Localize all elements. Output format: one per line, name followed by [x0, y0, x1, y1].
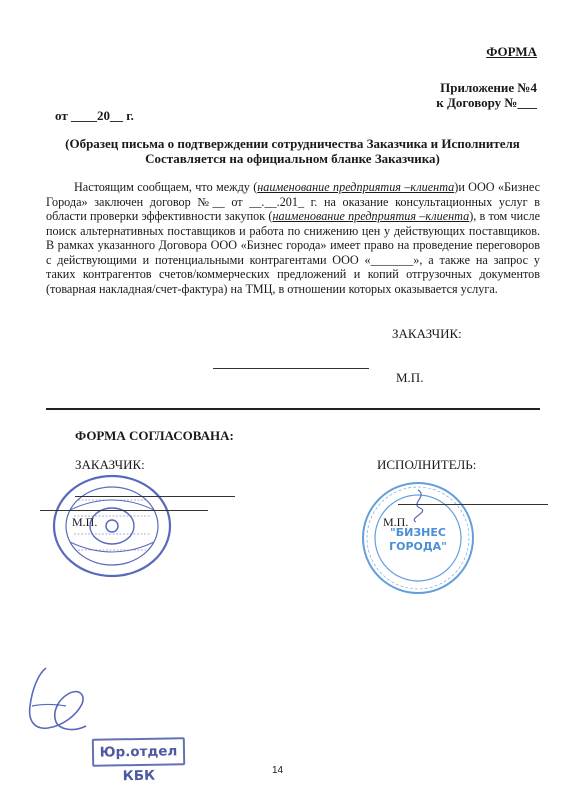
page-number: 14	[272, 765, 284, 776]
contract-reference: к Договору №___	[436, 95, 537, 110]
customer-signature-label: ЗАКАЗЧИК:	[392, 326, 462, 341]
client-name-placeholder: наименование предприятия –клиента	[272, 209, 470, 223]
body-segment-3: ), в том числе поиск альтернативных поставщиков и работа по снижению цен у действующих поставщиков. В рамках указанного Договора ООО «Бизнес города» имеет право на проведение переговоров с действующими и потенциальными контрагентами ООО «_______», а также на запрос у таких контрагентов счетов/коммерческих предложений и копий отгрузочных документов (товарная накладная/счет-фактура) на ТМЦ, в отношении которых оказывается услуга.	[46, 209, 541, 296]
body-segment-1: Настоящим сообщаем, что между (	[74, 180, 258, 194]
legal-department-stamp: Юр.отдел КБК	[92, 737, 185, 767]
agreement-customer-label: ЗАКАЗЧИК:	[75, 457, 145, 472]
letter-body	[46, 180, 540, 296]
title-line-2: Составляется на официальном бланке Заказчика)	[145, 151, 440, 166]
executor-stamp-text-1: "БИЗНЕС	[390, 526, 446, 539]
executor-stamp-text-2: ГОРОДА"	[389, 540, 447, 553]
appendix-number: Приложение №4	[440, 80, 537, 95]
seal-place-label: М.П.	[396, 370, 424, 385]
handwritten-signature	[18, 660, 98, 740]
signature-line	[40, 510, 208, 511]
seal-place-label: М.П.	[72, 515, 98, 529]
title-line-1: (Образец письма о подтверждении сотрудничества Заказчика и Исполнителя	[65, 136, 520, 151]
appendix-block	[436, 80, 537, 110]
client-name-placeholder: наименование предприятия –клиента	[257, 180, 455, 194]
form-label: ФОРМА	[486, 44, 537, 59]
seal-place-label: М.П.	[383, 515, 409, 529]
section-divider	[46, 408, 540, 410]
body-segment-2: )и ООО «Бизнес Города» заключен договор №__ от __.__.201_ г. на оказание консультационных услуг в области проверки эффективности закупок (	[46, 180, 540, 223]
date-line: от ____20__ г.	[55, 108, 134, 123]
agreement-executor-label: ИСПОЛНИТЕЛЬ:	[377, 457, 477, 472]
form-agreed-heading: ФОРМА СОГЛАСОВАНА:	[75, 428, 234, 443]
customer-round-stamp	[48, 470, 178, 580]
document-title	[30, 136, 555, 166]
executor-round-stamp	[358, 478, 478, 596]
signature-line	[213, 368, 369, 369]
signature-line	[398, 504, 548, 505]
signature-line	[75, 496, 235, 497]
